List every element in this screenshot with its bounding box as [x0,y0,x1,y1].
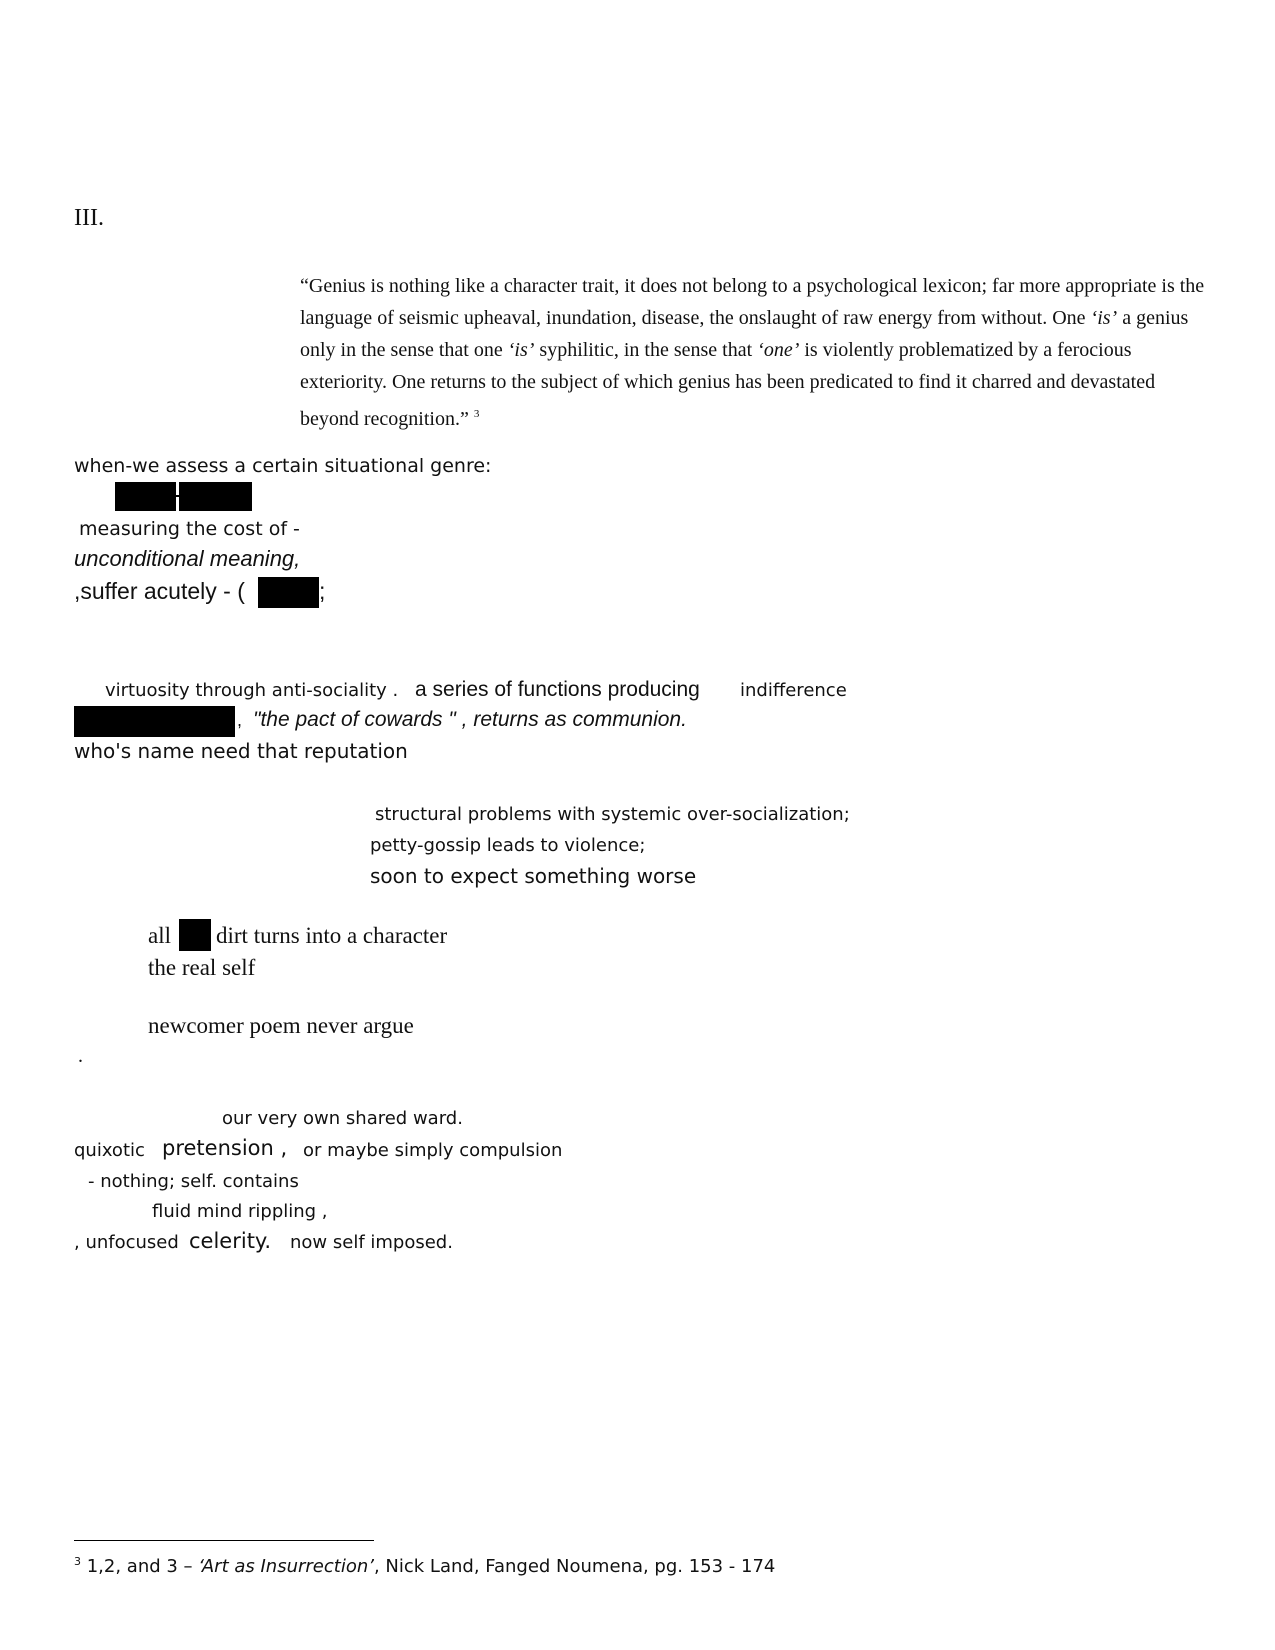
quote-text-rest: is violently problematized by a ferocious exteriority. One returns to the subject of which genius has been predicated to find it charred and devastated beyond recognition.” [300,339,1156,430]
footnote-suffix: , Nick Land, Fanged Noumena, pg. 153 - 174 [373,1556,776,1577]
poem-line-gossip: petty-gossip leads to violence; [370,835,646,856]
poem-line-all: all [148,923,171,948]
poem-line-assess: when-we assess a certain situational genre: [74,455,492,477]
poem-line-soon: soon to expect something worse [370,864,697,888]
redaction-joiner [172,495,181,497]
poem-line-fluid: fluid mind rippling , [152,1201,328,1222]
poem-line-newcomer: newcomer poem never argue [148,1013,414,1038]
poem-line-suffer: ,suffer acutely - ( [74,578,245,604]
footnote [74,1555,775,1577]
poem-line-whos: who's name need that reputation [74,739,408,763]
poem-line-celerity: celerity. [189,1229,272,1253]
poem-line-imposed: now self imposed. [290,1232,453,1253]
footnote-marker: 3 [74,1555,81,1568]
poem-line-unfocused: , unfocused [74,1232,179,1253]
quote-text-mid2: syphilitic, in the sense that [534,339,758,361]
footnote-prefix: 1,2, and 3 – [81,1556,199,1577]
redaction-box [179,919,211,951]
quote-is-1: ‘is’ [1090,307,1118,329]
section-heading: III. [74,205,104,231]
poem-line-virtuosity: virtuosity through anti-sociality . [105,680,399,701]
poem-line-realself: the real self [148,955,256,980]
poem-line-structural: structural problems with systemic over-socialization; [375,804,850,825]
redaction-box [74,706,235,737]
poem-line-measuring: measuring the cost of - [79,518,300,540]
redaction-box [115,482,176,511]
poem-line-ward: our very own shared ward. [222,1108,463,1129]
poem-line-unconditional: unconditional meaning, [74,546,301,571]
poem-line-nothing: - nothing; self. contains [88,1171,299,1192]
poem-line-quixotic: quixotic [74,1140,145,1161]
poem-line-compulsion: or maybe simply compulsion [303,1140,563,1161]
poem-line-dot: . [78,1045,83,1067]
quote-one: ‘one’ [757,339,800,361]
quote-footnote-ref: 3 [473,408,480,420]
quote-text-open: “Genius is nothing like a character trait, it does not belong to a psychological lexicon; far more appropriate is the language of seismic upheaval, inundation, disease, the onslaught of raw energy from without. One [300,275,1205,329]
redaction-box [179,482,252,511]
footnote-rule [74,1540,374,1541]
poem-line-dirt: dirt turns into a character [216,923,448,948]
footnote-title: ‘Art as Insurrection’ [198,1556,374,1577]
redaction-box [258,577,319,608]
poem-line-suffer-end: ; [319,578,326,604]
quote-text-mid1: a genius only in the sense that one [300,307,1189,361]
block-quote [300,270,1205,435]
poem-line-indifference: indifference [740,680,847,701]
poem-line-pretension: pretension , [162,1136,288,1160]
poem-line-series: a series of functions producing [415,678,700,701]
poem-line-pact: "the pact of cowards " , returns as communion. [253,708,687,731]
poem-line-comma: , [237,710,243,730]
quote-is-2: ‘is’ [507,339,535,361]
